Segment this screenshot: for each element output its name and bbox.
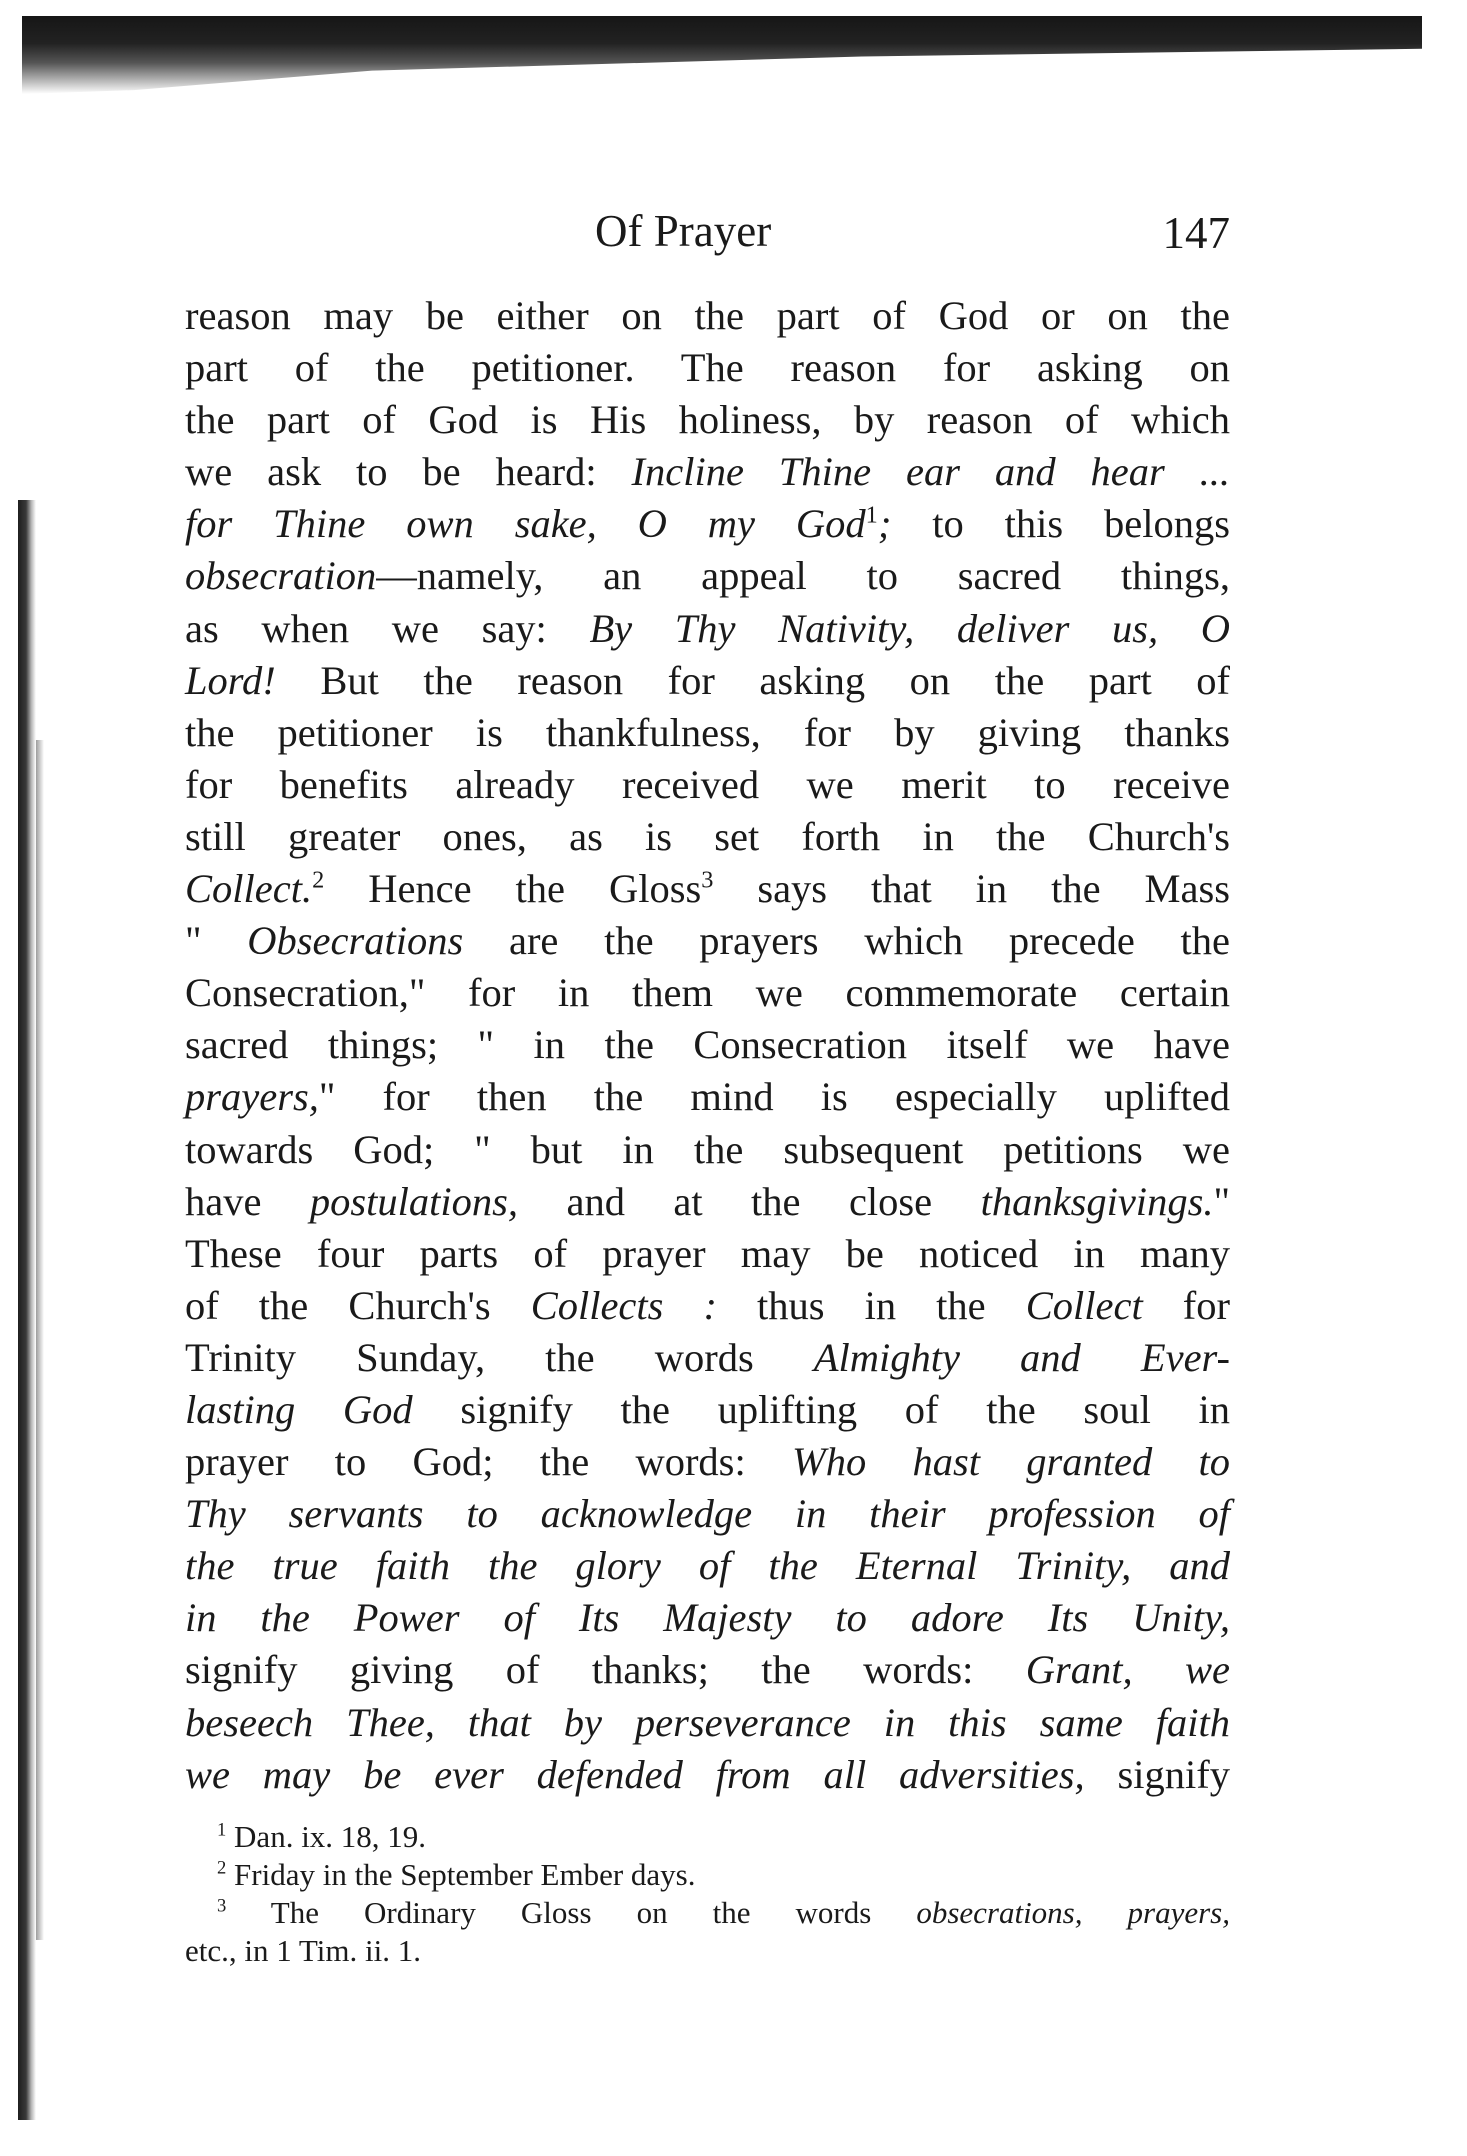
body-text — [185, 290, 1230, 1801]
text-line — [185, 1436, 1230, 1488]
italic-text: obsecrations, prayers, — [916, 1895, 1230, 1930]
text-line — [185, 603, 1230, 655]
text-run: and at the close — [518, 1178, 981, 1224]
text-run: signify giving of thanks; the words: — [185, 1647, 1026, 1693]
text-line — [185, 967, 1230, 1019]
italic-text: we may be ever defended from all adversities, — [185, 1751, 1085, 1797]
text-run: —namely, an appeal to sacred things, — [376, 553, 1230, 599]
text-run: The Ordinary Gloss on the words — [226, 1895, 917, 1930]
italic-text: By Thy Nativity, deliver us, O — [589, 605, 1230, 651]
text-line — [185, 550, 1230, 602]
text-run: " for then the mind is especially uplifted — [318, 1074, 1230, 1120]
footnote-marker: 1 — [865, 501, 878, 529]
text-line — [185, 759, 1230, 811]
text-line — [185, 1749, 1230, 1801]
text-run: for — [1142, 1282, 1230, 1328]
text-run: sacred things; " in the Consecration itself we have — [185, 1022, 1230, 1068]
italic-text: for Thine own sake, O my God — [185, 501, 866, 547]
text-line — [185, 707, 1230, 759]
text-run: reason may be either on the part of God or on the — [185, 293, 1230, 338]
text-line — [185, 290, 1230, 342]
text-run: says that in the Mass — [713, 866, 1230, 912]
italic-text: Grant, we — [1025, 1647, 1231, 1693]
page-header — [185, 205, 1230, 265]
text-line — [185, 1124, 1230, 1176]
text-line — [185, 1280, 1230, 1332]
text-run: prayer to God; the words: — [185, 1439, 792, 1485]
italic-text: Almighty and Ever- — [813, 1334, 1230, 1380]
scan-left-edge — [18, 500, 36, 2120]
text-line — [185, 1592, 1230, 1644]
footnotes — [185, 1818, 1230, 1970]
footnote-line — [185, 1818, 1230, 1856]
text-line — [185, 1071, 1230, 1123]
text-run: Dan. ix. 18, 19. — [226, 1819, 427, 1854]
text-line — [185, 1019, 1230, 1071]
italic-text: Lord! — [185, 657, 276, 703]
footnote-line — [185, 1894, 1230, 1932]
text-run: part of the petitioner. The reason for asking on — [185, 345, 1230, 391]
text-line — [185, 915, 1230, 967]
text-line — [185, 1644, 1230, 1696]
text-line — [185, 1488, 1230, 1540]
italic-text: thanksgivings. — [980, 1178, 1214, 1224]
running-title: Of Prayer — [595, 206, 772, 256]
text-line — [185, 394, 1230, 446]
text-run: towards God; " but in the subsequent petitions we — [185, 1126, 1230, 1172]
italic-text: Who hast granted to — [791, 1439, 1230, 1485]
text-line — [185, 342, 1230, 394]
footnote-marker: 3 — [217, 1895, 227, 1917]
text-run: signify the uplifting of the soul in — [412, 1386, 1231, 1432]
italic-text: in the Power of Its Majesty to adore Its Unity, — [185, 1595, 1230, 1641]
text-run: for benefits already received we merit to receive — [185, 761, 1230, 807]
text-run: have — [185, 1178, 310, 1224]
footnote-marker: 2 — [312, 866, 325, 894]
italic-text: ; — [877, 501, 892, 547]
text-line — [185, 1697, 1230, 1749]
italic-text: Thy servants to acknowledge in their profession of — [185, 1491, 1230, 1537]
text-line — [185, 1176, 1230, 1228]
scan-top-edge — [22, 16, 1422, 94]
text-run: are the prayers which precede the — [463, 918, 1230, 964]
text-run: These four parts of prayer may be noticed in many — [185, 1230, 1230, 1276]
italic-text: Incline Thine ear and hear ... — [631, 449, 1230, 495]
text-run: still greater ones, as is set forth in the Church's — [185, 813, 1230, 859]
footnote-line — [185, 1856, 1230, 1894]
text-run: etc., in 1 Tim. ii. 1. — [185, 1933, 421, 1968]
italic-text: Collects : — [530, 1282, 717, 1328]
italic-text: lasting God — [185, 1386, 413, 1432]
text-run: But the reason for asking on the part of — [275, 657, 1230, 703]
text-run: thus in the — [716, 1282, 1026, 1328]
footnote-marker: 1 — [217, 1819, 227, 1841]
scan-left-edge-shadow — [36, 740, 44, 1940]
italic-text: Obsecrations — [247, 918, 464, 964]
text-run: " — [185, 918, 248, 964]
italic-text: Collect — [1025, 1282, 1143, 1328]
text-run: as when we say: — [185, 605, 590, 651]
footnote-line — [185, 1932, 1230, 1970]
text-line — [185, 1384, 1230, 1436]
text-line — [185, 655, 1230, 707]
text-run: of the Church's — [185, 1282, 531, 1328]
text-run: Trinity Sunday, the words — [185, 1334, 814, 1380]
text-run: Friday in the September Ember days. — [226, 1857, 696, 1892]
text-line — [185, 1540, 1230, 1592]
text-run: Hence the Gloss — [324, 866, 702, 912]
italic-text: beseech Thee, that by perseverance in this same faith — [185, 1699, 1230, 1745]
text-line — [185, 863, 1230, 915]
italic-text: postulations, — [309, 1178, 519, 1224]
text-line — [185, 1332, 1230, 1384]
text-run: Consecration," for in them we commemorate certain — [185, 970, 1230, 1016]
text-line — [185, 1228, 1230, 1280]
text-run: signify — [1084, 1751, 1230, 1797]
italic-text: the true faith the glory of the Eternal Trinity, and — [185, 1543, 1230, 1589]
text-run: the petitioner is thankfulness, for by giving thanks — [185, 709, 1230, 755]
italic-text: obsecration — [185, 553, 377, 599]
page-number: 147 — [1162, 208, 1230, 258]
text-line — [185, 811, 1230, 863]
text-run: " — [1213, 1178, 1230, 1224]
text-run: the part of God is His holiness, by reason of which — [185, 397, 1230, 443]
text-line — [185, 498, 1230, 550]
footnote-marker: 2 — [217, 1857, 227, 1879]
text-line — [185, 446, 1230, 498]
italic-text: prayers, — [185, 1074, 319, 1120]
italic-text: Collect. — [185, 866, 313, 912]
footnote-marker: 3 — [701, 866, 714, 894]
text-run: to this belongs — [891, 501, 1230, 547]
text-run: we ask to be heard: — [185, 449, 632, 495]
